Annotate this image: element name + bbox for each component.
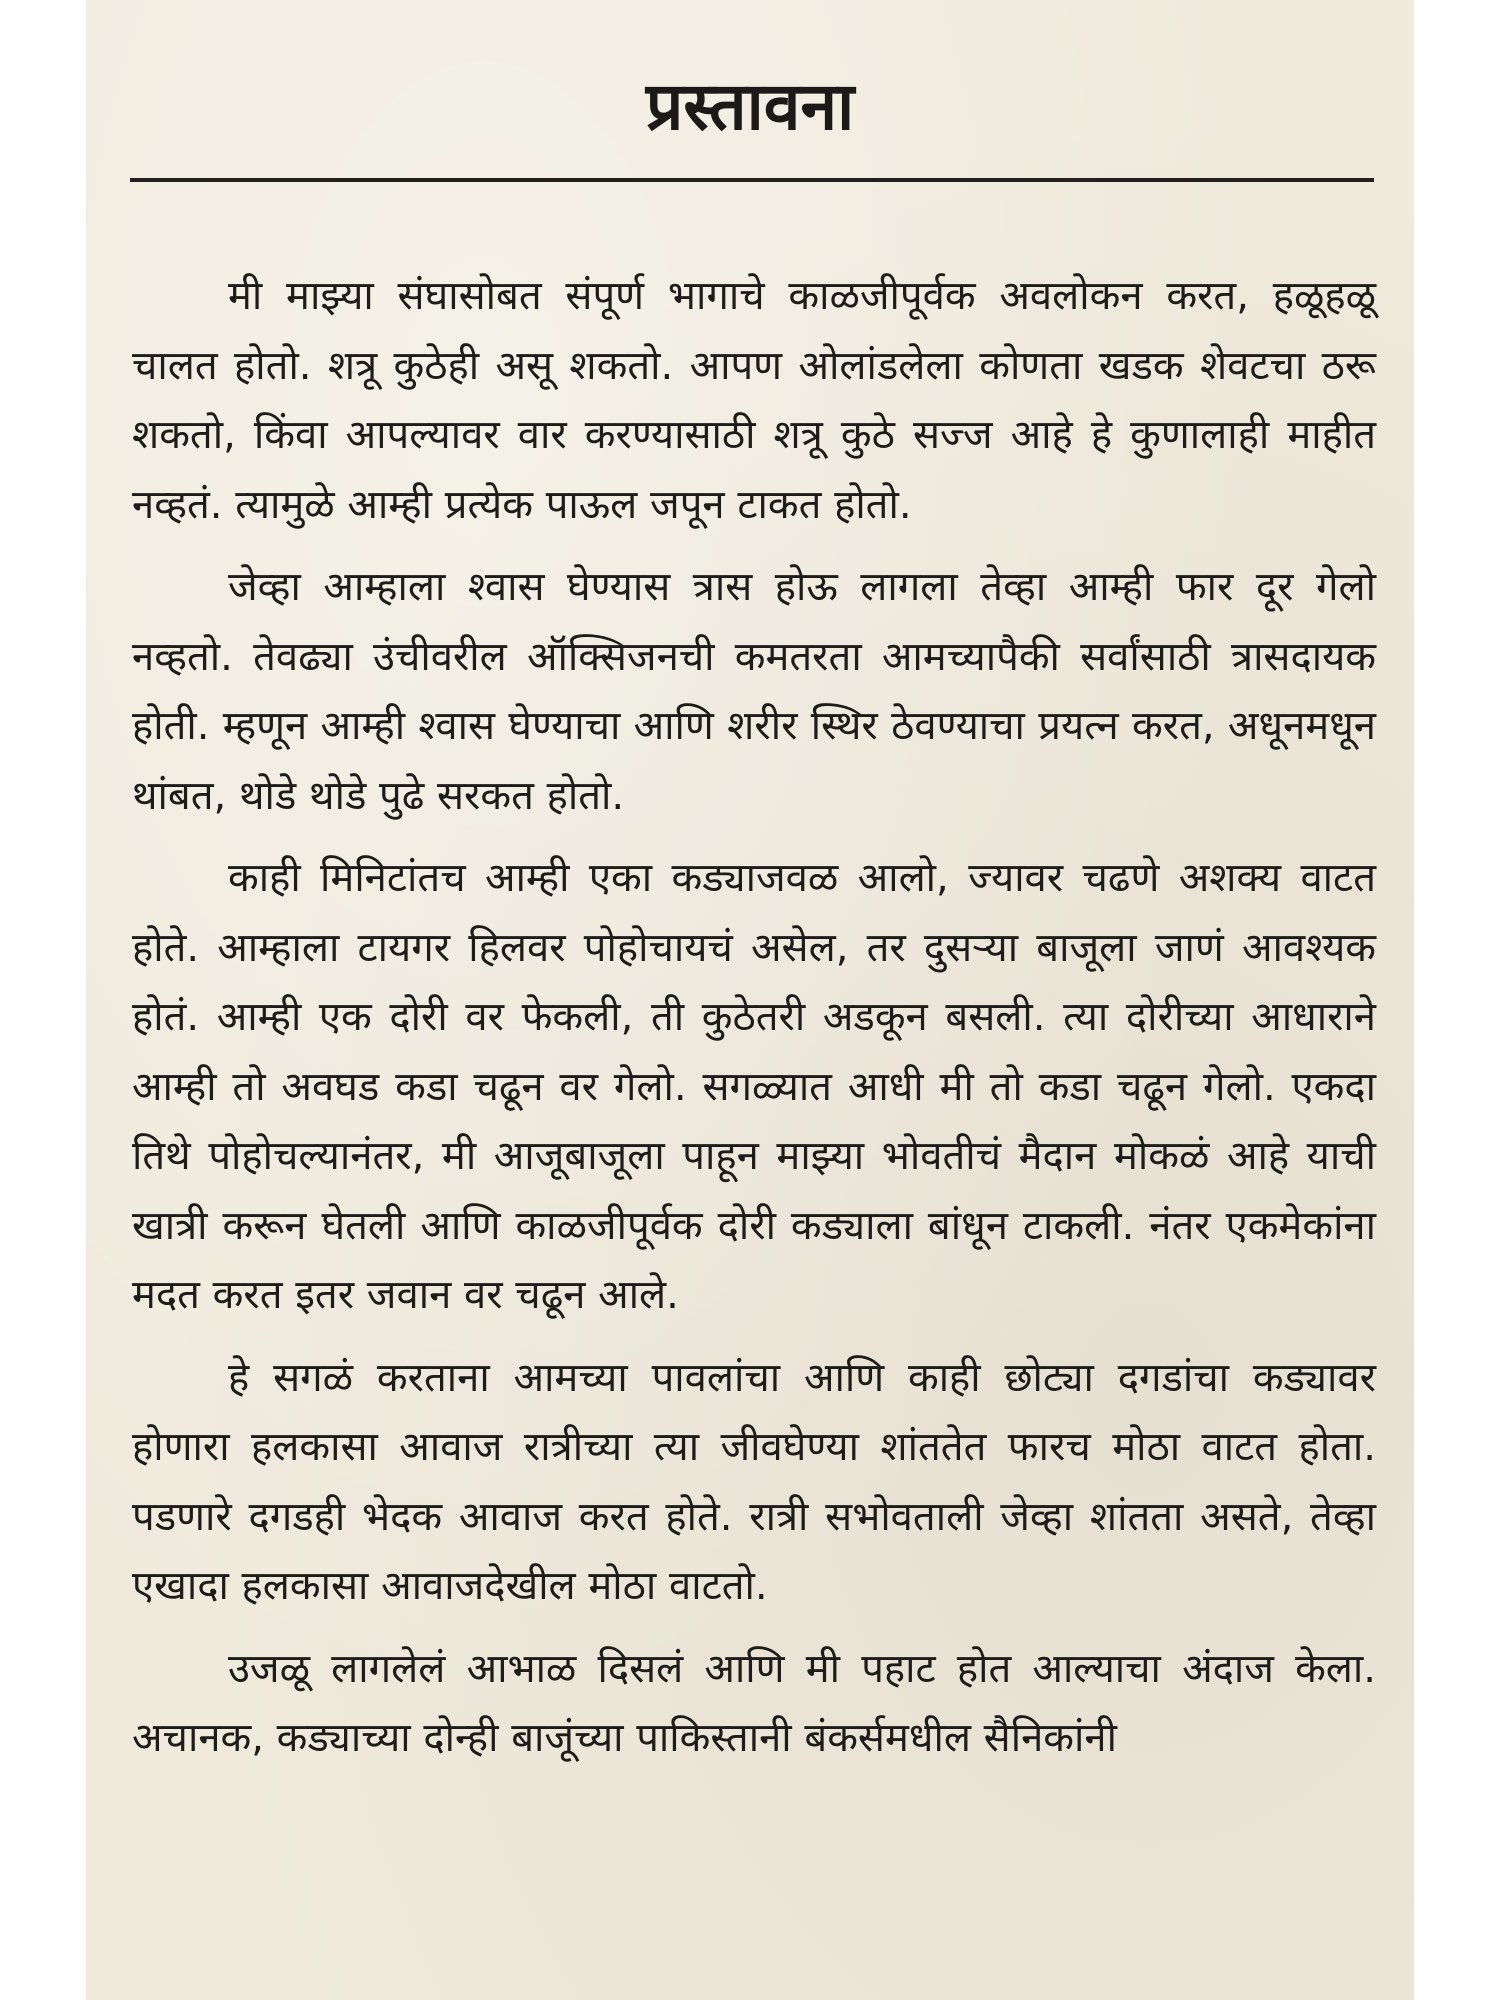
paragraph-2: जेव्हा आम्हाला श्वास घेण्यास त्रास होऊ लागला तेव्हा आम्ही फार दूर गेलो नव्हतो. तेवढ्या उंचीवरील ऑक्सिजनची कमतरता आमच्यापैकी सर्वांसाठी त्रासदायक होती. म्हणून आम्ही श्वास घेण्याचा आणि शरीर स्थिर ठेवण्याचा प्रयत्न करत, अधूनमधून थांबत, थोडे थोडे पुढे सरकत होतो. [132,564,1376,819]
title-divider [130,178,1374,182]
paragraph-1: मी माझ्या संघासोबत संपूर्ण भागाचे काळजीपूर्वक अवलोकन करत, हळूहळू चालत होतो. शत्रू कुठेही असू शकतो. आपण ओलांडलेला कोणता खडक शेवटचा ठरू शकतो, किंवा आपल्यावर वार करण्यासाठी शत्रू कुठे सज्ज आहे हे कुणालाही माहीत नव्हतं. त्यामुळे आम्ही प्रत्येक पाऊल जपून टाकत होतो. [132,273,1376,528]
chapter-title: प्रस्तावना [645,68,855,145]
paragraph-4: हे सगळं करताना आमच्या पावलांचा आणि काही छोट्या दगडांचा कड्यावर होणारा हलकासा आवाज रात्रीच्या त्या जीवघेण्या शांततेत फारच मोठा वाटत होता. पडणारे दगडही भेदक आवाज करत होते. रात्री सभोवताली जेव्हा शांतता असते, तेव्हा एखादा हलकासा आवाजदेखील मोठा वाटतो. [132,1354,1376,1609]
chapter-body [132,262,1376,1774]
book-page [86,0,1414,2000]
paragraph-5: उजळू लागलेलं आभाळ दिसलं आणि मी पहाट होत आल्याचा अंदाज केला. अचानक, कड्याच्या दोन्ही बाजूंच्या पाकिस्तानी बंकर्समधील सैनिकांनी [132,1645,1376,1761]
paragraph-3: काही मिनिटांतच आम्ही एका कड्याजवळ आलो, ज्यावर चढणे अशक्य वाटत होते. आम्हाला टायगर हिलवर पोहोचायचं असेल, तर दुसऱ्या बाजूला जाणं आवश्यक होतं. आम्ही एक दोरी वर फेकली, ती कुठेतरी अडकून बसली. त्या दोरीच्या आधाराने आम्ही तो अवघड कडा चढून वर गेलो. सगळ्यात आधी मी तो कडा चढून गेलो. एकदा तिथे पोहोचल्यानंतर, मी आजूबाजूला पाहून माझ्या भोवतीचं मैदान मोकळं आहे याची खात्री करून घेतली आणि काळजीपूर्वक दोरी कड्याला बांधून टाकली. नंतर एकमेकांना मदत करत इतर जवान वर चढून आले. [132,855,1376,1318]
